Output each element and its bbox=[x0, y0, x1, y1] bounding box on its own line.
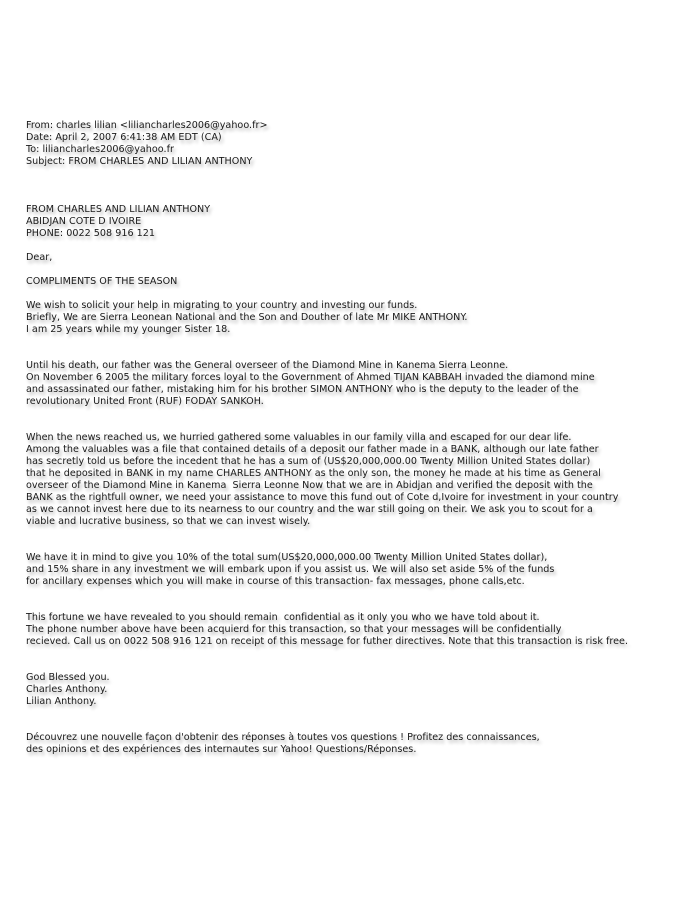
signoff-line: God Blessed you. bbox=[26, 672, 110, 683]
paragraph-line: Briefly, We are Sierra Leonean National and the Son and Douther of late Mr MIKE ANTHONY. bbox=[26, 312, 468, 323]
greeting: Dear, bbox=[26, 252, 53, 263]
sender-line: ABIDJAN COTE D IVOIRE bbox=[26, 216, 142, 227]
paragraph-line: and 15% share in any investment we will embark upon if you assist us. We will also set aside 5% of the funds bbox=[26, 564, 555, 575]
sender-line: FROM CHARLES AND LILIAN ANTHONY bbox=[26, 204, 211, 215]
paragraph-1 bbox=[26, 300, 671, 336]
paragraph-5 bbox=[26, 612, 671, 648]
paragraph-line: that he deposited in BANK in my name CHARLES ANTHONY as the only son, the money he made at his time as General bbox=[26, 468, 601, 479]
paragraph-line: We wish to solicit your help in migrating to your country and investing our funds. bbox=[26, 300, 418, 311]
header-from: From: charles lilian <liliancharles2006@yahoo.fr> bbox=[26, 120, 268, 131]
paragraph-line: On November 6 2005 the military forces loyal to the Government of Ahmed TIJAN KABBAH invaded the diamond mine bbox=[26, 372, 595, 383]
sender-line: PHONE: 0022 508 916 121 bbox=[26, 228, 156, 239]
paragraph-line: BANK as the rightfull owner, we need your assistance to move this fund out of Cote d,Ivoire for investment in your country bbox=[26, 492, 619, 503]
signoff-line: Charles Anthony. bbox=[26, 684, 108, 695]
paragraph-line: revolutionary United Front (RUF) FODAY SANKOH. bbox=[26, 396, 264, 407]
compliments-line: COMPLIMENTS OF THE SEASON bbox=[26, 276, 178, 287]
footer-line: Découvrez une nouvelle façon d'obtenir des réponses à toutes vos questions ! Profitez des connaissances, bbox=[26, 732, 540, 743]
paragraph-line: for ancillary expenses which you will make in course of this transaction- fax messages, phone calls,etc. bbox=[26, 576, 525, 587]
paragraph-line: has secretly told us before the incedent that he has a sum of (US$20,000,000.00 Twenty Million United States dollar) bbox=[26, 456, 591, 467]
paragraph-line: Among the valuables was a file that contained details of a deposit our father made in a BANK, although our late father bbox=[26, 444, 599, 455]
header-date: Date: April 2, 2007 6:41:38 AM EDT (CA) bbox=[26, 132, 222, 143]
paragraph-line: overseer of the Diamond Mine in Kanema Sierra Leonne Now that we are in Abidjan and verified the deposit with the bbox=[26, 480, 593, 491]
sender-block bbox=[26, 204, 671, 240]
paragraph-line: and assassinated our father, mistaking him for his brother SIMON ANTHONY who is the deputy to the leader of the bbox=[26, 384, 579, 395]
paragraph-line: The phone number above have been acquierd for this transaction, so that your messages will be confidentially bbox=[26, 624, 562, 635]
paragraph-line: recieved. Call us on 0022 508 916 121 on receipt of this message for futher directives. Note that this transaction is risk free. bbox=[26, 636, 629, 647]
email-header bbox=[26, 120, 671, 168]
paragraph-4 bbox=[26, 552, 671, 588]
paragraph-line: Until his death, our father was the General overseer of the Diamond Mine in Kanema Sierra Leonne. bbox=[26, 360, 509, 371]
paragraph-line: viable and lucrative business, so that we can invest wisely. bbox=[26, 516, 311, 527]
header-to: To: liliancharles2006@yahoo.fr bbox=[26, 144, 174, 155]
paragraph-line: I am 25 years while my younger Sister 18. bbox=[26, 324, 231, 335]
paragraph-line: When the news reached us, we hurried gathered some valuables in our family villa and escaped for our dear life. bbox=[26, 432, 572, 443]
paragraph-line: We have it in mind to give you 10% of the total sum(US$20,000,000.00 Twenty Million United States dollar), bbox=[26, 552, 548, 563]
paragraph-line: as we cannot invest here due to its nearness to our country and the war still going on their. We ask you to scout for a bbox=[26, 504, 593, 515]
footer-line: des opinions et des expériences des internautes sur Yahoo! Questions/Réponses. bbox=[26, 744, 417, 755]
paragraph-2 bbox=[26, 360, 671, 408]
email-document bbox=[26, 120, 671, 756]
header-subject: Subject: FROM CHARLES AND LILIAN ANTHONY bbox=[26, 156, 253, 167]
signoff-line: Lilian Anthony. bbox=[26, 696, 97, 707]
paragraph-3 bbox=[26, 432, 671, 528]
yahoo-footer bbox=[26, 732, 671, 756]
signoff bbox=[26, 672, 671, 708]
paragraph-line: This fortune we have revealed to you should remain confidential as it only you who we have told about it. bbox=[26, 612, 540, 623]
